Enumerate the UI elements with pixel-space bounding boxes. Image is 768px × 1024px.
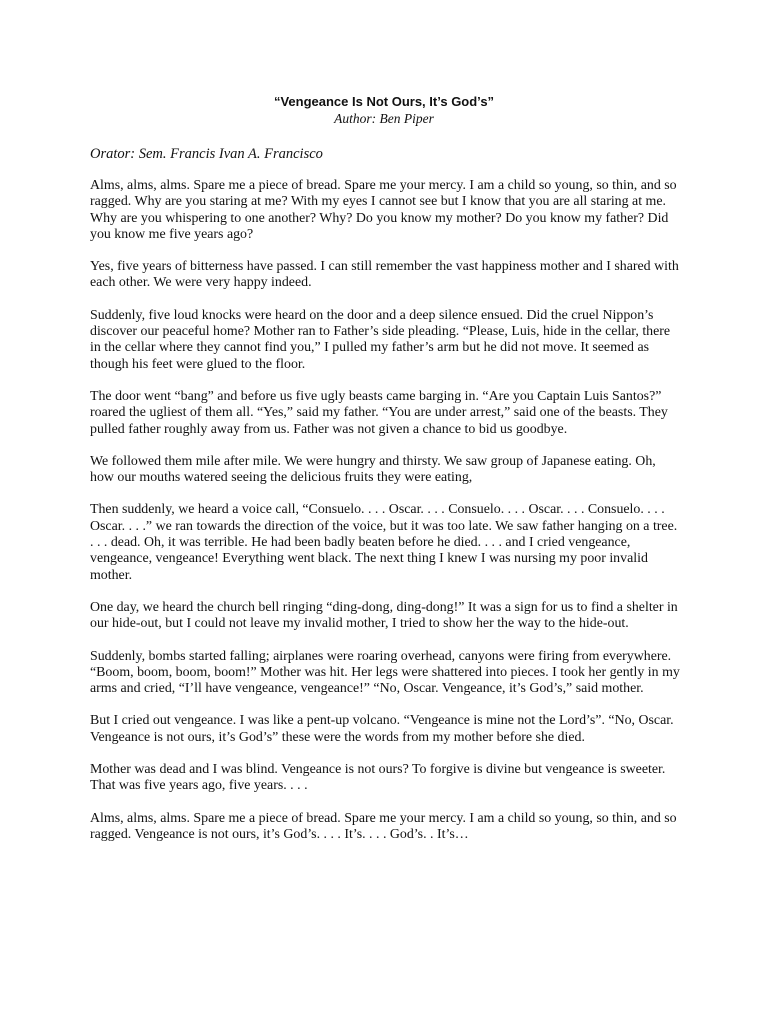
paragraph-line: our hide-out, but I could not leave my invalid mother, I tried to show her the way to the hide-out. (90, 616, 629, 632)
paragraph-line: roared the ugliest of them all. “Yes,” said my father. “You are under arrest,” said one of the beasts. They (90, 405, 668, 421)
paragraph-line: Suddenly, five loud knocks were heard on the door and a deep silence ensued. Did the cruel Nippon’s (90, 307, 654, 323)
title-block (0, 93, 768, 127)
paragraph-line: arms and cried, “I’ll have vengeance, vengeance!” “No, Oscar. Vengeance, it’s God’s,” said mother. (90, 681, 644, 697)
paragraph (90, 600, 690, 633)
paragraph (90, 178, 690, 243)
paragraph-line: Alms, alms, alms. Spare me a piece of bread. Spare me your mercy. I am a child so young, so thin, and so (90, 810, 677, 826)
paragraph-line: how our mouths watered seeing the delicious fruits they were eating, (90, 470, 473, 486)
paragraph (90, 308, 690, 373)
paragraph-line: vengeance, vengeance! Everything went black. The next thing I knew I was nursing my poor invalid (90, 551, 648, 567)
paragraph-line: you know me five years ago? (90, 226, 254, 242)
paragraph-line: discover our peaceful home? Mother ran to Father’s side pleading. “Please, Luis, hide in the cellar, there (90, 324, 671, 340)
paragraph-line: ragged. Vengeance is not ours, it’s God’s. . . . It’s. . . . God’s. . It’s… (90, 826, 469, 842)
orator-line: Orator: Sem. Francis Ivan A. Francisco (90, 146, 323, 162)
paragraph-line: . . . dead. Oh, it was terrible. He had been badly beaten before he died. . . . and I cried vengeance, (90, 535, 631, 551)
document-body (90, 178, 690, 859)
paragraph-line: We followed them mile after mile. We were hungry and thirsty. We saw group of Japanese eating. Oh, (90, 453, 656, 469)
paragraph (90, 389, 690, 438)
paragraph-line: Yes, five years of bitterness have passed. I can still remember the vast happiness mother and I shared with (90, 259, 679, 275)
paragraph-line: each other. We were very happy indeed. (90, 275, 312, 291)
paragraph-line: That was five years ago, five years. . . . (90, 778, 308, 794)
paragraph (90, 502, 690, 583)
paragraph-line: pulled father roughly away from us. Father was not given a chance to bid us goodbye. (90, 421, 568, 437)
paragraph (90, 259, 690, 292)
paragraph-line: in the cellar where they cannot find you,” I pulled my father’s arm but he did not move. It seemed as (90, 340, 650, 356)
paragraph-line: mother. (90, 567, 133, 583)
paragraph-line: Mother was dead and I was blind. Vengeance is not ours? To forgive is divine but vengeance is sweeter. (90, 762, 666, 778)
paragraph (90, 762, 690, 795)
paragraph-line: Suddenly, bombs started falling; airplanes were roaring overhead, canyons were firing from everywhere. (90, 648, 672, 664)
paragraph-line: Vengeance is not ours, it’s God’s” these were the words from my mother before she died. (90, 729, 585, 745)
paragraph-line: Then suddenly, we heard a voice call, “Consuelo. . . . Oscar. . . . Consuelo. . . . Oscar. . . . Consuelo. . . . (90, 502, 665, 518)
paragraph-line: The door went “bang” and before us five ugly beasts came barging in. “Are you Captain Luis Santos?” (90, 388, 662, 404)
paragraph-line: But I cried out vengeance. I was like a pent-up volcano. “Vengeance is mine not the Lord’s”. “No, Oscar. (90, 713, 674, 729)
paragraph-line: Alms, alms, alms. Spare me a piece of bread. Spare me your mercy. I am a child so young, so thin, and so (90, 178, 677, 193)
paragraph (90, 649, 690, 698)
paragraph (90, 811, 690, 844)
document-author: Author: Ben Piper (334, 111, 434, 126)
paragraph (90, 454, 690, 487)
paragraph-line: “Boom, boom, boom, boom!” Mother was hit. Her legs were shattered into pieces. I took her gently in my (90, 664, 680, 680)
document-title: “Vengeance Is Not Ours, It’s God’s” (273, 94, 495, 109)
paragraph-line: Oscar. . . .” we ran towards the direction of the voice, but it was too late. We saw father hanging on a tree. (90, 518, 678, 534)
paragraph-line: ragged. Why are you staring at me? With my eyes I cannot see but I know that you are all staring at me. (90, 194, 666, 210)
paragraph-line: though his feet were glued to the floor. (90, 356, 306, 372)
paragraph-line: One day, we heard the church bell ringing “ding-dong, ding-dong!” It was a sign for us to find a shelter in (90, 599, 678, 615)
paragraph (90, 713, 690, 746)
paragraph-line: Why are you whispering to one another? Why? Do you know my mother? Do you know my father? Did (90, 210, 669, 226)
